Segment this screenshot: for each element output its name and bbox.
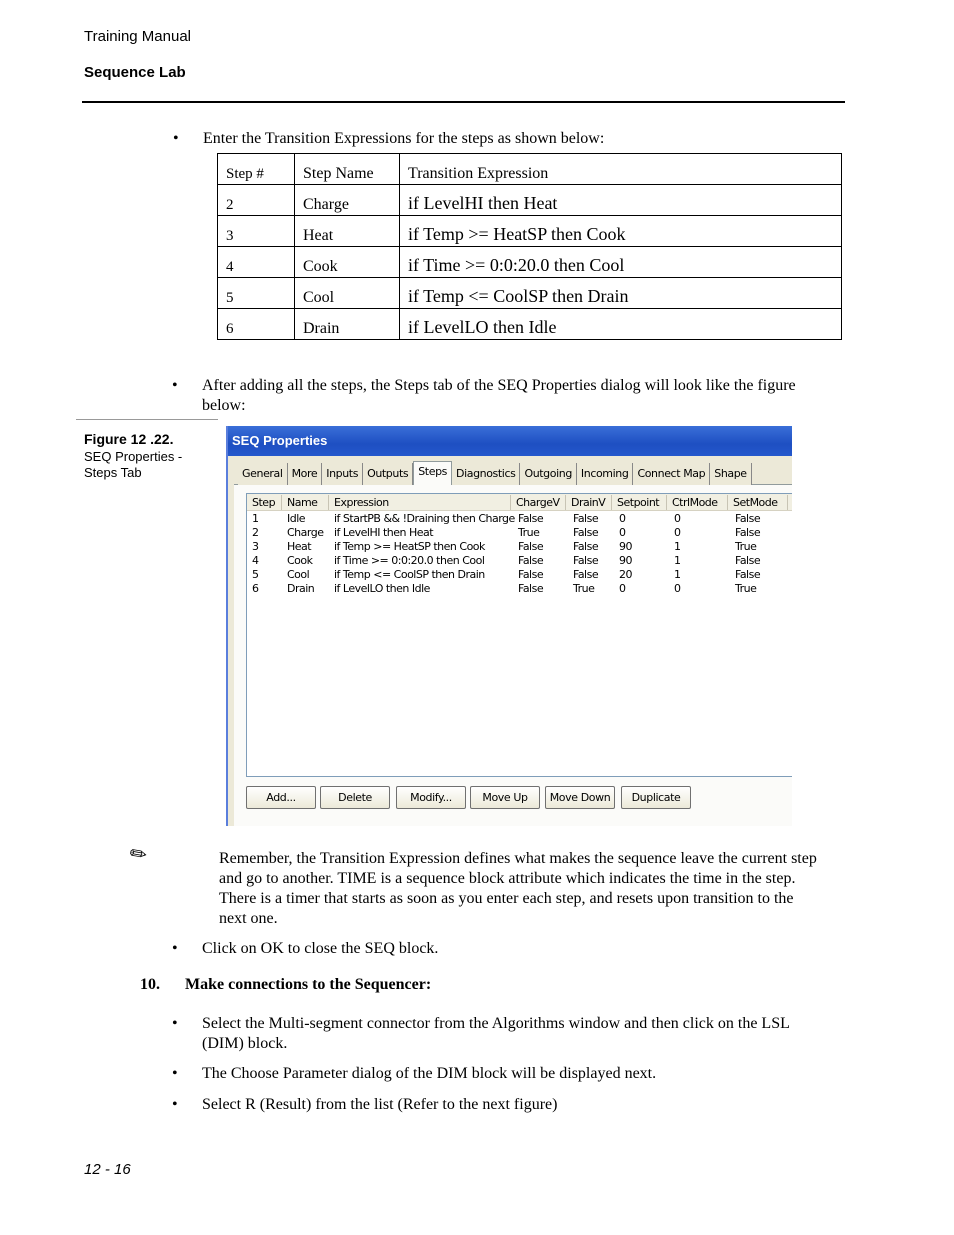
table-row — [218, 309, 842, 340]
table-cell: Heat — [295, 216, 400, 247]
dialog-title-bar[interactable]: SEQ Properties — [228, 426, 792, 456]
table-row — [218, 216, 842, 247]
cell-expression: if LevelHI then Heat — [334, 526, 434, 539]
tab-diagnostics[interactable]: Diagnostics — [452, 463, 520, 485]
figure-divider — [76, 419, 218, 420]
table-row — [218, 247, 842, 278]
page-number: 12 - 16 — [84, 1161, 131, 1178]
cell-expression: if StartPB && !Draining then Charge — [334, 512, 515, 525]
cell-setmode: True — [735, 540, 757, 553]
seq-properties-dialog — [226, 426, 792, 826]
bullet-item — [172, 1064, 657, 1084]
move-up-button[interactable]: Move Up — [470, 786, 540, 809]
cell-drainv: False — [573, 568, 599, 581]
cell-expression: if Temp >= HeatSP then Cook — [334, 540, 485, 553]
tab-shape[interactable]: Shape — [710, 463, 751, 485]
cell-step: 4 — [252, 554, 259, 567]
table-cell: Cool — [295, 278, 400, 309]
cell-name: Charge — [287, 526, 324, 539]
cell-step: 2 — [252, 526, 259, 539]
cell-drainv: False — [573, 554, 599, 567]
table-cell: if LevelLO then Idle — [400, 309, 842, 340]
bullet-item — [172, 1014, 812, 1054]
cell-chargev: False — [518, 568, 544, 581]
cell-setpoint: 0 — [619, 582, 626, 595]
tab-incoming[interactable]: Incoming — [577, 463, 634, 485]
bullet-item — [172, 1095, 558, 1115]
list-row[interactable] — [247, 540, 792, 554]
step-number: 10. — [140, 976, 160, 993]
figure-caption: SEQ Properties - Steps Tab — [84, 449, 183, 480]
cell-step: 6 — [252, 582, 259, 595]
cell-setpoint: 0 — [619, 526, 626, 539]
tab-more[interactable]: More — [288, 463, 323, 485]
cell-expression: if LevelLO then Idle — [334, 582, 430, 595]
cell-drainv: False — [573, 512, 599, 525]
column-header-chargev[interactable]: ChargeV — [511, 495, 566, 510]
move-down-button[interactable]: Move Down — [545, 786, 615, 809]
list-row[interactable] — [247, 526, 792, 540]
delete-button[interactable]: Delete — [320, 786, 390, 809]
table-cell: if Time >= 0:0:20.0 then Cool — [400, 247, 842, 278]
cell-chargev: False — [518, 512, 544, 525]
tab-general[interactable]: General — [238, 463, 288, 485]
bullet-text: Select R (Result) from the list (Refer to the next figure) — [202, 1096, 558, 1113]
bullet-item — [172, 376, 802, 416]
column-header-drainv[interactable]: DrainV — [566, 495, 612, 510]
bullet-dot-icon: • — [172, 1015, 178, 1032]
modify-button[interactable]: Modify... — [396, 786, 466, 809]
table-cell: 4 — [218, 247, 295, 278]
cell-ctrlmode: 0 — [674, 582, 681, 595]
tab-inputs[interactable]: Inputs — [322, 463, 363, 485]
add-button[interactable]: Add... — [246, 786, 316, 809]
bullet-text: The Choose Parameter dialog of the DIM block will be displayed next. — [202, 1065, 657, 1082]
figure-label: Figure 12 .22. — [84, 431, 174, 447]
bullet-dot-icon: • — [172, 940, 178, 957]
cell-setmode: False — [735, 512, 761, 525]
table-cell: Drain — [295, 309, 400, 340]
table-cell: if Temp <= CoolSP then Drain — [400, 278, 842, 309]
table-cell: if LevelHI then Heat — [400, 185, 842, 216]
cell-chargev: False — [518, 554, 544, 567]
cell-ctrlmode: 1 — [674, 540, 681, 553]
bullet-dot-icon: • — [172, 1096, 178, 1113]
pencil-icon: ✎ — [124, 839, 153, 869]
bullet-item — [172, 939, 439, 959]
list-row[interactable] — [247, 582, 792, 596]
cell-chargev: False — [518, 582, 544, 595]
table-cell: if Temp >= HeatSP then Cook — [400, 216, 842, 247]
cell-name: Heat — [287, 540, 312, 553]
table-cell: Charge — [295, 185, 400, 216]
table-header-cell: Step Name — [295, 154, 400, 185]
column-header-setpoint[interactable]: Setpoint — [612, 495, 667, 510]
cell-ctrlmode: 1 — [674, 568, 681, 581]
bullet-text: Enter the Transition Expressions for the steps as shown below: — [203, 130, 605, 147]
cell-step: 1 — [252, 512, 259, 525]
list-header — [247, 494, 792, 511]
cell-setmode: False — [735, 526, 761, 539]
column-header-ctrlmode[interactable]: CtrlMode — [667, 495, 728, 510]
transition-table — [217, 153, 842, 340]
table-header-row — [218, 154, 842, 185]
cell-step: 5 — [252, 568, 259, 581]
tab-steps[interactable]: Steps — [413, 461, 452, 485]
cell-setpoint: 90 — [619, 540, 632, 553]
step-title: Make connections to the Sequencer: — [185, 976, 432, 993]
steps-list[interactable] — [246, 493, 792, 777]
steps-tab-panel — [234, 484, 792, 826]
cell-expression: if Temp <= CoolSP then Drain — [334, 568, 485, 581]
table-cell: 3 — [218, 216, 295, 247]
cell-name: Drain — [287, 582, 315, 595]
bullet-dot-icon: • — [172, 377, 178, 394]
table-row — [218, 278, 842, 309]
list-row[interactable] — [247, 568, 792, 582]
tab-connect-map[interactable]: Connect Map — [633, 463, 710, 485]
cell-ctrlmode: 0 — [674, 526, 681, 539]
table-cell: 5 — [218, 278, 295, 309]
cell-setmode: False — [735, 554, 761, 567]
section-title: Sequence Lab — [84, 64, 186, 81]
bullet-item — [173, 129, 605, 149]
table-cell: Cook — [295, 247, 400, 278]
table-header-cell: Transition Expression — [400, 154, 842, 185]
list-row[interactable] — [247, 554, 792, 568]
table-header-cell: Step # — [218, 154, 295, 185]
bullet-dot-icon: • — [173, 130, 179, 147]
cell-chargev: False — [518, 540, 544, 553]
dialog-tab-strip — [238, 461, 752, 485]
bullet-text: After adding all the steps, the Steps tab of the SEQ Properties dialog will look like the figure below: — [202, 377, 796, 414]
cell-setmode: True — [735, 582, 757, 595]
bullet-text: Click on OK to close the SEQ block. — [202, 940, 439, 957]
bullet-dot-icon: • — [172, 1065, 178, 1082]
bullet-text: Select the Multi-segment connector from the Algorithms window and then click on the LSL (DIM) block. — [202, 1015, 790, 1052]
table-cell: 2 — [218, 185, 295, 216]
cell-setmode: False — [735, 568, 761, 581]
table-cell: 6 — [218, 309, 295, 340]
column-header-step[interactable]: Step — [247, 495, 282, 510]
cell-name: Cool — [287, 568, 310, 581]
duplicate-button[interactable]: Duplicate — [621, 786, 691, 809]
table-row — [218, 185, 842, 216]
cell-step: 3 — [252, 540, 259, 553]
tab-outputs[interactable]: Outputs — [363, 463, 413, 485]
cell-drainv: True — [573, 582, 595, 595]
cell-name: Cook — [287, 554, 313, 567]
cell-setpoint: 20 — [619, 568, 632, 581]
cell-name: Idle — [287, 512, 306, 525]
cell-drainv: False — [573, 526, 599, 539]
column-header-expression[interactable]: Expression — [329, 495, 511, 510]
column-header-name[interactable]: Name — [282, 495, 329, 510]
cell-ctrlmode: 0 — [674, 512, 681, 525]
cell-drainv: False — [573, 540, 599, 553]
step-heading — [140, 976, 431, 994]
cell-ctrlmode: 1 — [674, 554, 681, 567]
cell-expression: if Time >= 0:0:20.0 then Cool — [334, 554, 485, 567]
tab-outgoing[interactable]: Outgoing — [520, 463, 576, 485]
header-divider — [82, 101, 845, 103]
cell-setpoint: 0 — [619, 512, 626, 525]
manual-title: Training Manual — [84, 28, 191, 45]
note-text: Remember, the Transition Expression defines what makes the sequence leave the current step and go to another. TIME is a sequence block attribute which indicates the time in the step. There is a timer that starts as soon as you enter each step, and resets upon transition to the next one. — [219, 850, 817, 927]
list-row[interactable] — [247, 512, 792, 526]
column-header-setmode[interactable]: SetMode — [728, 495, 788, 510]
cell-setpoint: 90 — [619, 554, 632, 567]
cell-chargev: True — [518, 526, 540, 539]
